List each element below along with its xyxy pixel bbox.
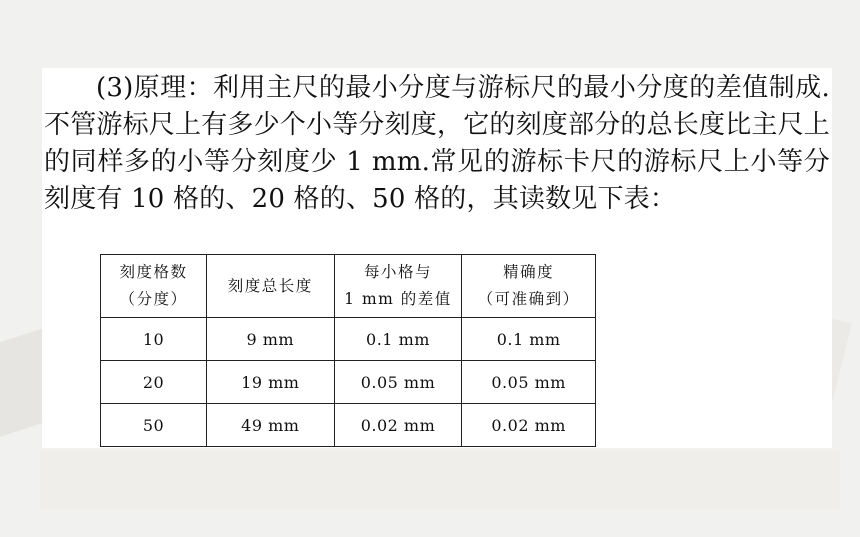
table-header-row xyxy=(101,255,596,318)
table-row xyxy=(101,318,596,361)
table-cell: 0.02 mm xyxy=(334,404,462,447)
principle-paragraph: (3)原理：利用主尺的最小分度与游标尺的最小分度的差值制成. 不管游标尺上有多少个小等分刻度，它的刻度部分的总长度比主尺上的同样多的小等分刻度少 1 mm.常见的游标卡尺的游标尺上小等分刻度有 10 格的、20 格的、50 格的，其读数见下表： xyxy=(44,73,831,214)
table-cell: 0.02 mm xyxy=(462,404,596,447)
table-row xyxy=(101,361,596,404)
header-precision xyxy=(462,255,596,318)
table-cell: 19 mm xyxy=(206,361,334,404)
table-cell: 49 mm xyxy=(206,404,334,447)
table-cell: 0.1 mm xyxy=(462,318,596,361)
table-cell: 20 xyxy=(101,361,207,404)
header-line: （分度） xyxy=(119,290,188,308)
header-line: 刻度格数 xyxy=(119,263,188,281)
background-paper-shape xyxy=(40,450,840,510)
header-total-length xyxy=(206,255,334,318)
header-line: （可准确到） xyxy=(477,290,580,308)
header-line: 1 mm 的差值 xyxy=(344,290,452,308)
vernier-spec-table xyxy=(100,254,596,447)
table-cell: 0.1 mm xyxy=(334,318,462,361)
table-cell: 9 mm xyxy=(206,318,334,361)
table-cell: 0.05 mm xyxy=(462,361,596,404)
header-division-count xyxy=(101,255,207,318)
table-cell: 0.05 mm xyxy=(334,361,462,404)
table-row xyxy=(101,404,596,447)
header-line: 刻度总长度 xyxy=(227,276,313,295)
header-difference xyxy=(334,255,462,318)
header-line: 每小格与 xyxy=(363,263,432,281)
table-cell: 10 xyxy=(101,318,207,361)
header-line: 精确度 xyxy=(503,263,555,281)
table-cell: 50 xyxy=(101,404,207,447)
slide-content xyxy=(42,68,832,448)
